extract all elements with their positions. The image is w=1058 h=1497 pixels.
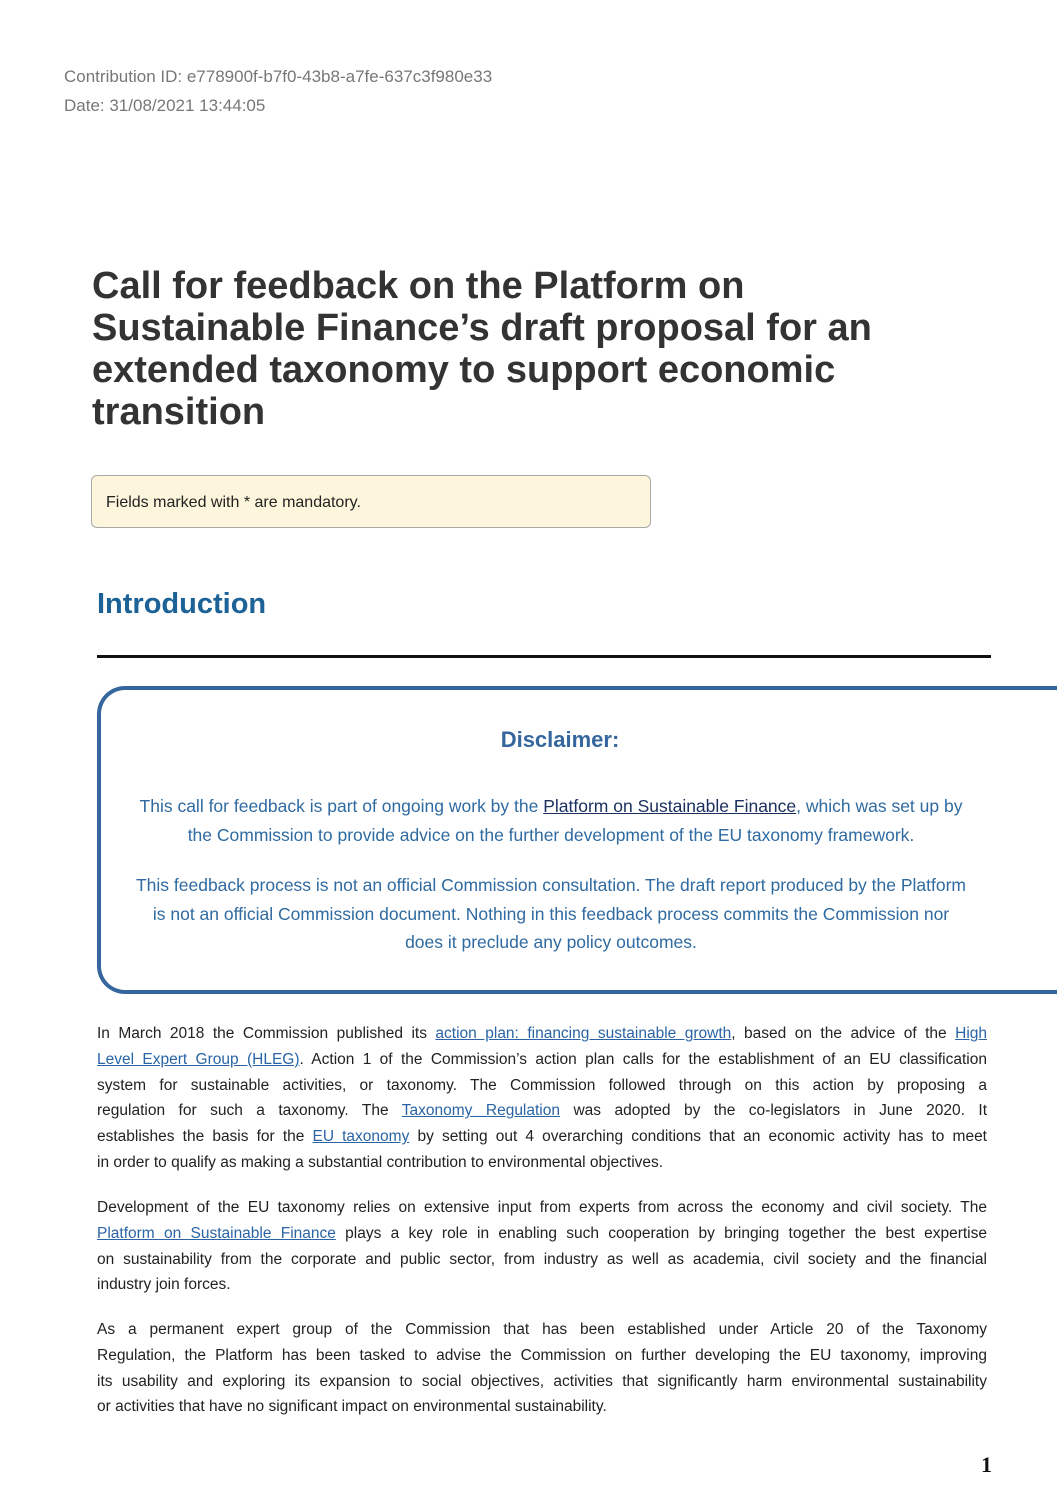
text-line: Development of the EU taxonomy relies on extensive input from experts from across the economy and civil society. The [97, 1199, 987, 1216]
text-run: plays a key role in enabling such cooperation by bringing together the best expertise [335, 1224, 987, 1242]
text-line [97, 1221, 987, 1247]
page-number: 1 [981, 1452, 992, 1477]
text-line: or activities that have no significant impact on environmental sustainability. [97, 1398, 607, 1416]
text-line: Regulation, the Platform has been tasked to advise the Commission on further developing the EU taxonomy, improving [97, 1346, 987, 1364]
text-run: , based on the advice of the [731, 1025, 956, 1042]
disclaimer-line: is not an official Commission document. Nothing in this feedback process commits the Commission nor [152, 903, 950, 924]
contribution-date: Date: 31/08/2021 13:44:05 [64, 96, 266, 115]
text-line: its usability and exploring its expansion to social objectives, activities that significantly harm environmental sustainability [97, 1372, 987, 1390]
text-run: This call for feedback is part of ongoing work by the [139, 796, 544, 816]
section-title-introduction: Introduction [97, 588, 267, 620]
text-line [97, 1047, 987, 1073]
title-line: Sustainable Finance’s draft proposal for an [92, 307, 872, 349]
section-divider [97, 655, 991, 658]
text-line: system for sustainable activities, or taxonomy. The Commission followed through on this action by proposing a [97, 1076, 987, 1094]
text-run: was adopted by the co-legislators in June 2020. It [560, 1102, 988, 1120]
disclaimer-line: This feedback process is not an official Commission consultation. The draft report produced by the Platform [135, 875, 967, 895]
body-paragraph [97, 1317, 987, 1420]
body-paragraph [97, 1195, 987, 1298]
title-line: Call for feedback on the Platform on [92, 265, 745, 307]
text-line [97, 1021, 987, 1047]
text-run: In March 2018 the Commission published its [97, 1025, 436, 1042]
document-title [92, 265, 952, 433]
text-run: , which was set up by [796, 796, 963, 816]
body-paragraph [97, 1021, 987, 1176]
text-line: on sustainability from the corporate and public sector, from industry as well as academia, civil society and the financial [97, 1250, 987, 1268]
disclaimer-heading: Disclaimer: [500, 727, 620, 752]
taxonomy-regulation-link[interactable]: Taxonomy Regulation [401, 1102, 560, 1120]
text-run: regulation for such a taxonomy. The [97, 1102, 402, 1120]
text-line: in order to qualify as making a substantial contribution to environmental objectives. [97, 1153, 664, 1171]
title-line: extended taxonomy to support economic [92, 349, 836, 391]
mandatory-fields-notice: Fields marked with * are mandatory. [91, 475, 651, 528]
disclaimer-paragraph [105, 792, 997, 849]
text-line: industry join forces. [97, 1276, 231, 1294]
hleg-link[interactable]: Level Expert Group (HLEG) [97, 1050, 300, 1068]
action-plan-link[interactable]: action plan: financing sustainable growth [435, 1025, 732, 1042]
text-run: . Action 1 of the Commission’s action plan calls for the establishment of an EU classification [299, 1050, 987, 1068]
title-line: transition [92, 391, 266, 433]
text-run: by setting out 4 overarching conditions that an economic activity has to meet [409, 1128, 987, 1146]
platform-link[interactable]: Platform on Sustainable Finance [97, 1224, 336, 1242]
eu-taxonomy-link[interactable]: EU taxonomy [312, 1128, 410, 1146]
disclaimer-line: does it preclude any policy outcomes. [405, 932, 697, 952]
disclaimer-paragraph [105, 871, 997, 957]
platform-link[interactable]: Platform on Sustainable Finance [543, 796, 797, 816]
disclaimer-line [105, 792, 997, 821]
text-line [97, 1098, 987, 1124]
text-run: establishes the basis for the [97, 1128, 313, 1146]
text-line: As a permanent expert group of the Commission that has been established under Article 20 of the Taxonomy [97, 1321, 987, 1338]
text-line [97, 1124, 987, 1150]
hleg-link[interactable]: High [955, 1025, 988, 1042]
disclaimer-line: the Commission to provide advice on the further development of the EU taxonomy framework. [187, 824, 915, 845]
contribution-id: Contribution ID: e778900f-b7f0-43b8-a7fe-637c3f980e33 [64, 67, 493, 86]
